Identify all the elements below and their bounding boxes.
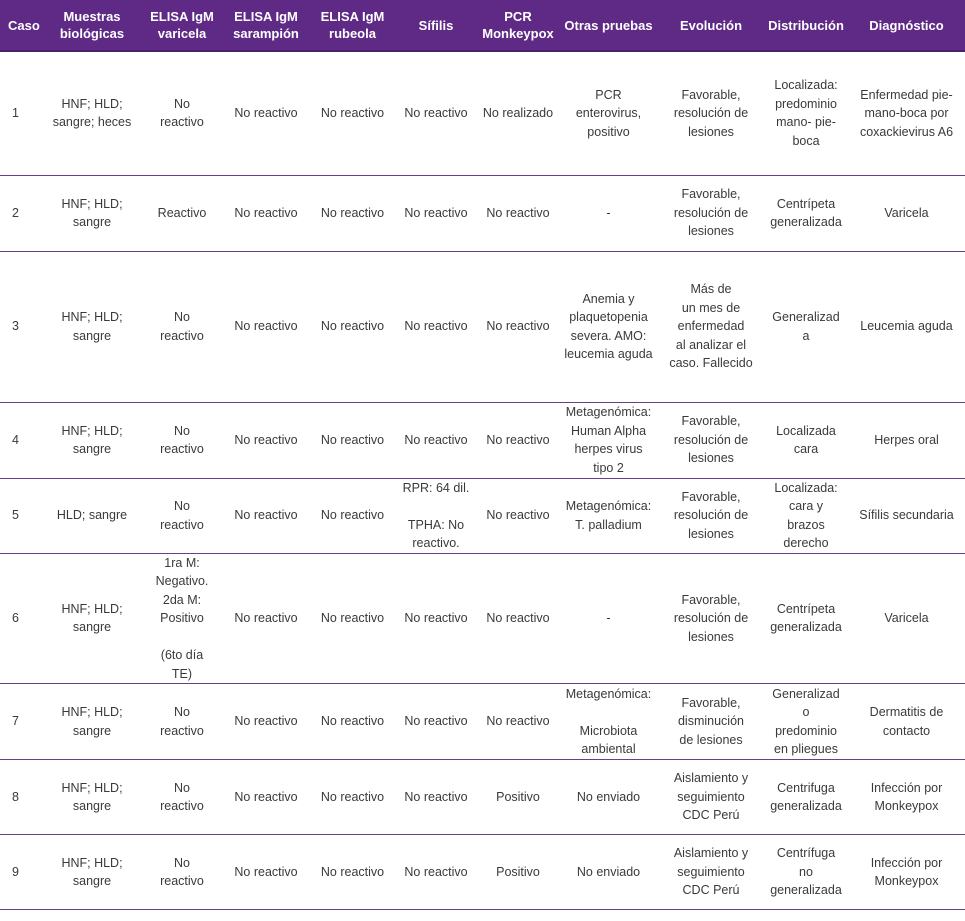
cell-diagnostico: Varicela: [848, 175, 965, 251]
cell-caso: 9: [0, 835, 42, 910]
header-row: [0, 0, 965, 51]
cell-pcr-monkeypox: Positivo: [477, 835, 559, 910]
header-elisa-rubeola: ELISA IgM rubeola: [310, 0, 395, 51]
cell-distribucion: Centrípeta generalizada: [764, 175, 848, 251]
cell-diagnostico: Dermatitis de contacto: [848, 684, 965, 760]
cell-pcr-monkeypox: No reactivo: [477, 553, 559, 684]
cell-otras-pruebas: Metagenómica: Microbiota ambiental: [559, 684, 658, 760]
cell-elisa-sarampion: No reactivo: [222, 760, 310, 835]
cell-elisa-varicela: No reactivo: [142, 835, 222, 910]
table-row: [0, 760, 965, 835]
cell-pcr-monkeypox: No reactivo: [477, 402, 559, 478]
cell-elisa-varicela: 1ra M: Negativo. 2da M: Positivo (6to día TE): [142, 553, 222, 684]
cell-evolucion: Favorable, resolución de lesiones: [658, 175, 764, 251]
header-diagnostico: Diagnóstico: [848, 0, 965, 51]
cell-elisa-rubeola: No reactivo: [310, 684, 395, 760]
cell-diagnostico: Infección por Monkeypox: [848, 835, 965, 910]
cell-evolucion: Aislamiento y seguimiento CDC Perú: [658, 760, 764, 835]
cell-elisa-varicela: No reactivo: [142, 760, 222, 835]
cell-evolucion: Aislamiento y seguimiento CDC Perú: [658, 835, 764, 910]
cell-otras-pruebas: -: [559, 175, 658, 251]
cell-otras-pruebas: -: [559, 553, 658, 684]
cell-diagnostico: Infección por Monkeypox: [848, 760, 965, 835]
cell-pcr-monkeypox: No reactivo: [477, 478, 559, 553]
cell-caso: 3: [0, 251, 42, 402]
header-muestras: Muestras biológicas: [42, 0, 142, 51]
cell-sifilis: No reactivo: [395, 402, 477, 478]
cell-otras-pruebas: Metagenómica: T. palladium: [559, 478, 658, 553]
header-pcr-monkeypox: PCR Monkeypox: [477, 0, 559, 51]
header-distribucion: Distribución: [764, 0, 848, 51]
cell-otras-pruebas: No enviado: [559, 760, 658, 835]
table-row: [0, 835, 965, 910]
cell-pcr-monkeypox: No reactivo: [477, 684, 559, 760]
cell-caso: 5: [0, 478, 42, 553]
cell-elisa-sarampion: No reactivo: [222, 51, 310, 175]
cell-muestras: HNF; HLD; sangre: [42, 402, 142, 478]
cell-muestras: HNF; HLD; sangre; heces: [42, 51, 142, 175]
cell-elisa-rubeola: No reactivo: [310, 175, 395, 251]
cell-elisa-rubeola: No reactivo: [310, 835, 395, 910]
cell-pcr-monkeypox: No reactivo: [477, 251, 559, 402]
cell-diagnostico: Herpes oral: [848, 402, 965, 478]
header-evolucion: Evolución: [658, 0, 764, 51]
cell-distribucion: Generalizado predominio en pliegues: [764, 684, 848, 760]
cell-elisa-rubeola: No reactivo: [310, 478, 395, 553]
cell-muestras: HNF; HLD; sangre: [42, 553, 142, 684]
cell-sifilis: No reactivo: [395, 175, 477, 251]
cell-elisa-rubeola: No reactivo: [310, 760, 395, 835]
cell-evolucion: Favorable, resolución de lesiones: [658, 553, 764, 684]
cell-distribucion: Centrífuga no generalizada: [764, 835, 848, 910]
cell-distribucion: Localizada cara: [764, 402, 848, 478]
header-caso: Caso: [0, 0, 42, 51]
cell-elisa-rubeola: No reactivo: [310, 251, 395, 402]
cell-elisa-sarampion: No reactivo: [222, 251, 310, 402]
table-row: [0, 175, 965, 251]
table-row: [0, 478, 965, 553]
header-elisa-varicela: ELISA IgM varicela: [142, 0, 222, 51]
cell-evolucion: Más de un mes de enfermedad al analizar el caso. Fallecido: [658, 251, 764, 402]
cell-caso: 6: [0, 553, 42, 684]
cell-caso: 4: [0, 402, 42, 478]
cell-muestras: HNF; HLD; sangre: [42, 251, 142, 402]
cell-caso: 7: [0, 684, 42, 760]
cell-elisa-sarampion: No reactivo: [222, 553, 310, 684]
cell-muestras: HNF; HLD; sangre: [42, 684, 142, 760]
cell-otras-pruebas: Metagenómica: Human Alpha herpes virus tipo 2: [559, 402, 658, 478]
cell-evolucion: Favorable, resolución de lesiones: [658, 402, 764, 478]
cell-elisa-rubeola: No reactivo: [310, 553, 395, 684]
cell-pcr-monkeypox: Positivo: [477, 760, 559, 835]
cell-elisa-varicela: No reactivo: [142, 402, 222, 478]
cell-elisa-rubeola: No reactivo: [310, 51, 395, 175]
cell-caso: 2: [0, 175, 42, 251]
cell-muestras: HNF; HLD; sangre: [42, 835, 142, 910]
cell-distribucion: Localizada: cara y brazos derecho: [764, 478, 848, 553]
header-otras-pruebas: Otras pruebas: [559, 0, 658, 51]
cell-sifilis: No reactivo: [395, 684, 477, 760]
cell-evolucion: Favorable, resolución de lesiones: [658, 478, 764, 553]
cell-elisa-sarampion: No reactivo: [222, 175, 310, 251]
cell-muestras: HLD; sangre: [42, 478, 142, 553]
cell-pcr-monkeypox: No realizado: [477, 51, 559, 175]
table-row: [0, 684, 965, 760]
table-row: [0, 402, 965, 478]
cell-elisa-sarampion: No reactivo: [222, 835, 310, 910]
table-row: [0, 553, 965, 684]
cell-diagnostico: Sífilis secundaria: [848, 478, 965, 553]
cell-diagnostico: Varicela: [848, 553, 965, 684]
cell-sifilis: No reactivo: [395, 51, 477, 175]
cell-evolucion: Favorable, disminución de lesiones: [658, 684, 764, 760]
cell-caso: 1: [0, 51, 42, 175]
cell-sifilis: No reactivo: [395, 251, 477, 402]
cell-elisa-varicela: No reactivo: [142, 51, 222, 175]
cell-pcr-monkeypox: No reactivo: [477, 175, 559, 251]
cell-elisa-varicela: No reactivo: [142, 478, 222, 553]
cell-evolucion: Favorable, resolución de lesiones: [658, 51, 764, 175]
table-row: [0, 251, 965, 402]
cell-muestras: HNF; HLD; sangre: [42, 175, 142, 251]
cell-elisa-sarampion: No reactivo: [222, 478, 310, 553]
header-sifilis: Sífilis: [395, 0, 477, 51]
cell-otras-pruebas: PCR enterovirus, positivo: [559, 51, 658, 175]
cell-elisa-sarampion: No reactivo: [222, 402, 310, 478]
cell-otras-pruebas: No enviado: [559, 835, 658, 910]
table-row: [0, 51, 965, 175]
cell-sifilis: No reactivo: [395, 760, 477, 835]
cell-sifilis: RPR: 64 dil. TPHA: No reactivo.: [395, 478, 477, 553]
cell-distribucion: Centrípeta generalizada: [764, 553, 848, 684]
cell-caso: 8: [0, 760, 42, 835]
cell-sifilis: No reactivo: [395, 835, 477, 910]
cell-distribucion: Generalizada: [764, 251, 848, 402]
cell-elisa-varicela: Reactivo: [142, 175, 222, 251]
cell-elisa-varicela: No reactivo: [142, 251, 222, 402]
cell-sifilis: No reactivo: [395, 553, 477, 684]
cell-distribucion: Localizada: predominio mano- pie- boca: [764, 51, 848, 175]
cell-diagnostico: Enfermedad pie- mano-boca por coxackievirus A6: [848, 51, 965, 175]
header-elisa-sarampion: ELISA IgM sarampión: [222, 0, 310, 51]
cell-elisa-sarampion: No reactivo: [222, 684, 310, 760]
cell-elisa-rubeola: No reactivo: [310, 402, 395, 478]
cell-diagnostico: Leucemia aguda: [848, 251, 965, 402]
cell-distribucion: Centrifuga generalizada: [764, 760, 848, 835]
cell-otras-pruebas: Anemia y plaquetopenia severa. AMO: leucemia aguda: [559, 251, 658, 402]
cell-muestras: HNF; HLD; sangre: [42, 760, 142, 835]
cell-elisa-varicela: No reactivo: [142, 684, 222, 760]
